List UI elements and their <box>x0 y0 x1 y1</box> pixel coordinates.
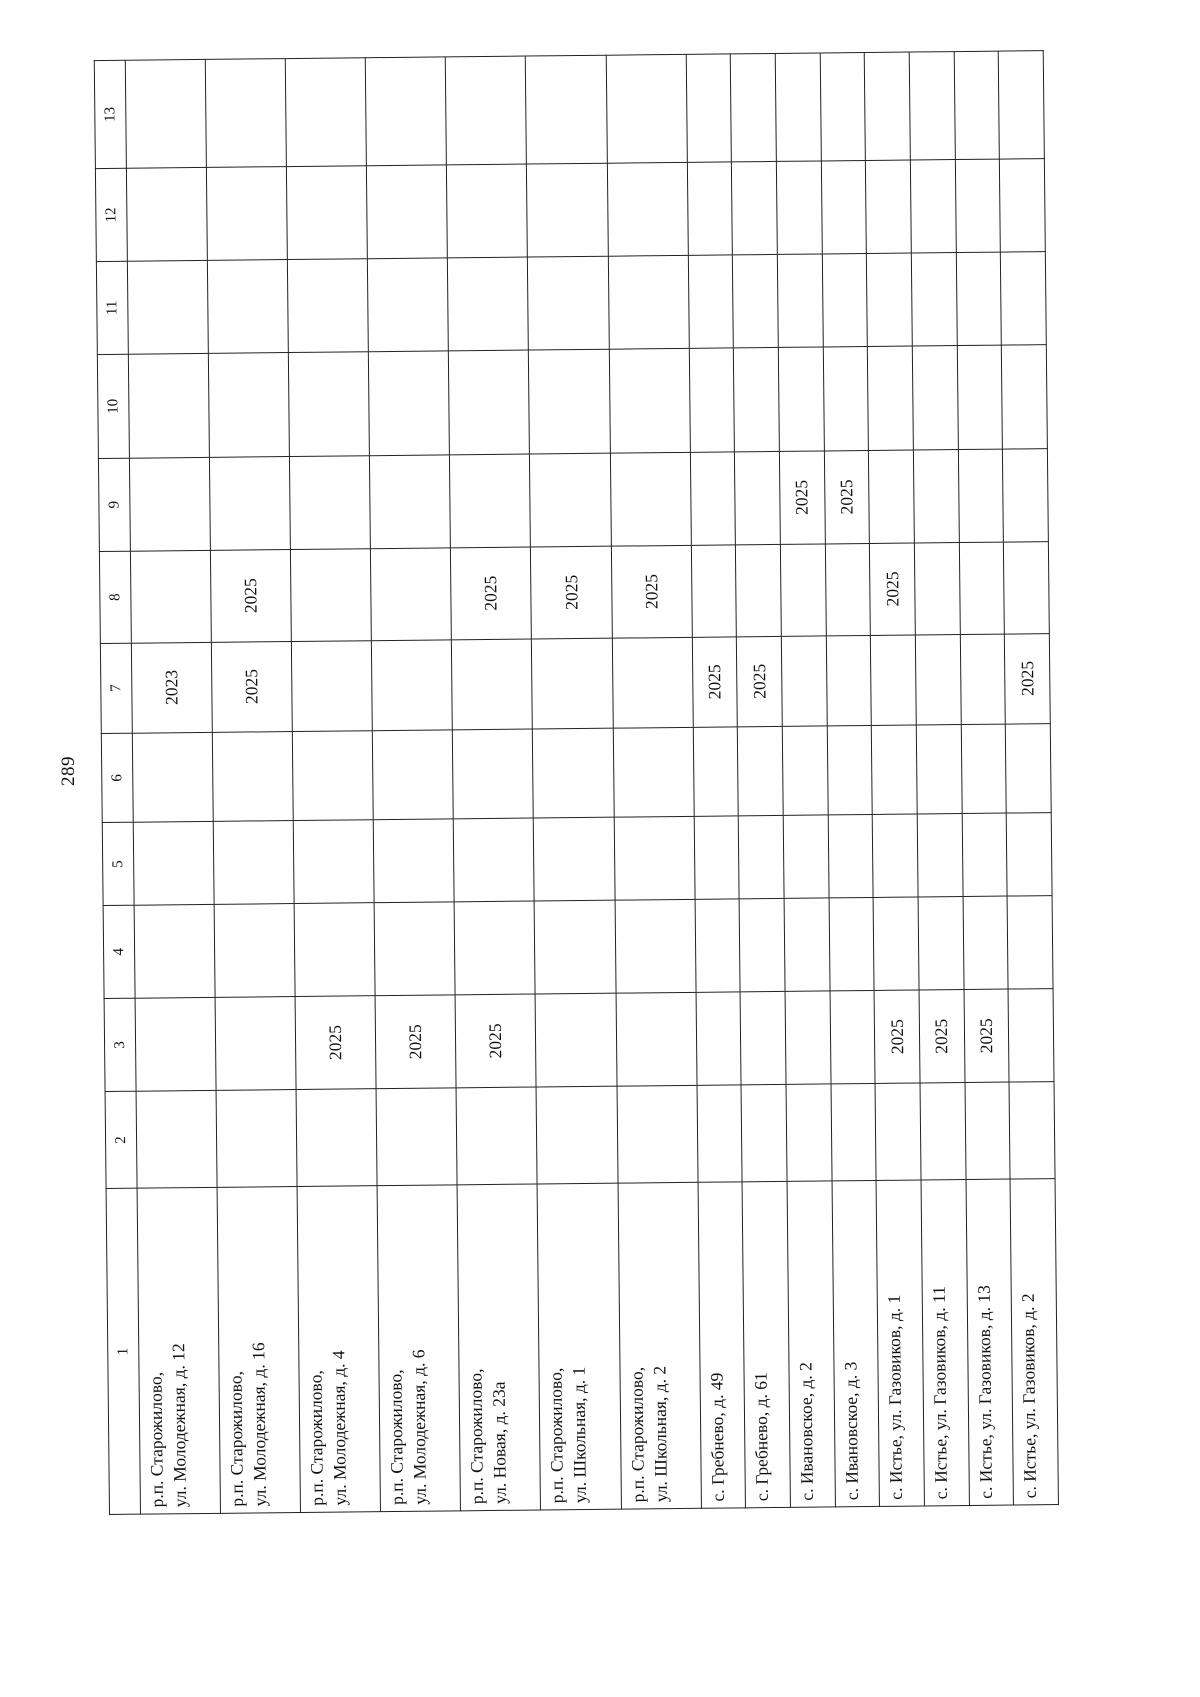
year-cell <box>207 260 288 354</box>
year-cell <box>208 353 289 457</box>
year-cell <box>875 1083 921 1181</box>
year-cell <box>741 1084 787 1182</box>
year-cell <box>911 253 957 347</box>
year-cell <box>786 1084 832 1182</box>
year-cell <box>615 899 696 993</box>
address-cell: р.п. Старожилово, ул. Молодежная, д. 6 <box>377 1185 460 1512</box>
year-cell <box>453 729 534 820</box>
year-cell <box>293 820 374 903</box>
table-body <box>125 51 1058 1515</box>
year-cell <box>135 997 216 1091</box>
year-cell <box>446 56 527 165</box>
year-cell <box>612 637 693 728</box>
year-cell <box>367 165 448 259</box>
year-cell <box>374 902 455 996</box>
column-header-10: 10 <box>97 354 129 458</box>
year-cell <box>739 816 785 899</box>
year-cell <box>777 254 823 348</box>
year-cell <box>825 543 871 635</box>
year-cell <box>454 818 535 901</box>
year-cell <box>738 726 784 816</box>
year-cell <box>828 815 874 898</box>
page-number: 289 <box>58 756 79 786</box>
year-cell <box>872 814 918 897</box>
year-cell <box>689 348 735 452</box>
year-cell <box>294 903 375 997</box>
year-cell <box>288 259 369 353</box>
year-cell <box>955 159 1001 253</box>
year-cell <box>290 455 371 549</box>
year-cell <box>868 346 914 450</box>
year-cell <box>134 904 215 998</box>
year-cell <box>998 51 1044 159</box>
year-cell <box>958 449 1004 543</box>
address-cell: р.п. Старожилово, ул. Молодежная, д. 16 <box>217 1187 300 1514</box>
year-cell <box>733 254 779 348</box>
year-cell: 2025 <box>531 546 612 639</box>
year-cell <box>206 167 287 261</box>
year-cell: 2025 <box>737 636 783 726</box>
year-cell <box>532 638 613 729</box>
year-cell: 2025 <box>874 990 920 1084</box>
year-cell <box>775 53 821 161</box>
year-cell <box>610 452 691 546</box>
year-cell <box>536 993 617 1087</box>
year-cell: 2025 <box>870 543 916 635</box>
year-cell <box>781 636 827 726</box>
year-cell <box>873 897 919 991</box>
year-cell <box>454 901 535 995</box>
year-cell <box>780 544 826 636</box>
year-cell <box>1009 1082 1055 1180</box>
year-cell <box>533 728 614 819</box>
year-cell <box>954 51 1000 159</box>
address-cell: р.п. Старожилово, ул. Школьная, д. 1 <box>538 1183 621 1510</box>
year-cell <box>1004 541 1050 633</box>
year-cell <box>872 725 918 815</box>
year-cell <box>735 451 781 545</box>
year-cell <box>962 814 1008 897</box>
year-cell <box>291 548 372 641</box>
year-cell <box>529 349 610 453</box>
address-cell: с. Истье, ул. Газовиков, д. 2 <box>1010 1179 1058 1505</box>
year-cell <box>366 57 447 166</box>
year-cell <box>376 1088 457 1186</box>
year-cell <box>696 992 742 1086</box>
year-cell <box>918 896 964 990</box>
year-cell <box>829 897 875 991</box>
year-cell <box>1003 448 1049 542</box>
year-cell <box>917 814 963 897</box>
year-cell <box>785 991 831 1085</box>
year-cell <box>912 346 958 450</box>
year-cell <box>866 160 912 254</box>
year-cell <box>732 161 778 255</box>
year-cell <box>1001 252 1047 346</box>
address-cell: с. Истье, ул. Газовиков, д. 13 <box>966 1179 1014 1505</box>
year-cell <box>871 635 917 725</box>
year-cell <box>606 54 687 163</box>
table-row <box>606 54 701 1509</box>
column-header-5: 5 <box>102 823 134 906</box>
column-header-12: 12 <box>95 168 127 261</box>
year-cell <box>212 731 293 822</box>
year-cell <box>296 1089 377 1187</box>
year-cell <box>528 256 609 350</box>
table-row <box>366 57 461 1512</box>
column-header-13: 13 <box>94 60 126 168</box>
year-cell: 2025 <box>611 545 692 638</box>
year-cell <box>368 258 449 352</box>
year-cell <box>534 818 615 901</box>
year-cell <box>686 54 732 162</box>
year-cell <box>697 1085 743 1183</box>
column-header-3: 3 <box>104 998 136 1091</box>
year-cell <box>285 58 366 167</box>
year-cell: 2025 <box>1005 633 1051 723</box>
address-cell: с. Гребнево, д. 49 <box>698 1182 746 1508</box>
year-cell <box>740 991 786 1085</box>
year-cell <box>776 161 822 255</box>
year-cell <box>961 724 1007 814</box>
schedule-table <box>94 50 1059 1515</box>
address-cell: р.п. Старожилово, ул. Молодежная, д. 12 <box>137 1188 220 1515</box>
year-cell <box>537 1086 618 1184</box>
year-cell <box>527 163 608 257</box>
year-cell <box>125 59 206 168</box>
year-cell <box>1007 896 1053 990</box>
year-cell: 2025 <box>824 450 870 544</box>
column-header-4: 4 <box>103 905 135 998</box>
table-row <box>205 59 300 1514</box>
year-cell: 2025 <box>779 451 825 545</box>
year-cell <box>607 162 688 256</box>
year-cell <box>956 252 1002 346</box>
year-cell <box>965 1082 1011 1180</box>
year-cell <box>136 1090 217 1188</box>
column-header-8: 8 <box>99 551 131 643</box>
year-cell <box>693 726 739 816</box>
year-cell: 2025 <box>451 547 532 640</box>
year-cell <box>691 545 737 637</box>
address-cell: р.п. Старожилово, ул. Новая, д. 23а <box>457 1184 540 1511</box>
year-cell: 2025 <box>964 989 1010 1083</box>
year-cell <box>826 635 872 725</box>
year-cell <box>617 1085 698 1183</box>
year-cell <box>456 1087 537 1185</box>
address-cell: с. Истье, ул. Газовиков, д. 11 <box>921 1180 969 1506</box>
year-cell <box>959 542 1005 634</box>
year-cell <box>1006 723 1052 813</box>
table-row <box>285 58 380 1513</box>
year-cell <box>608 255 689 349</box>
year-cell <box>447 164 528 258</box>
year-cell <box>127 260 208 354</box>
year-cell <box>132 732 213 823</box>
column-header-9: 9 <box>98 458 130 551</box>
year-cell <box>613 727 694 818</box>
year-cell <box>616 992 697 1086</box>
year-cell <box>1008 989 1054 1083</box>
year-cell <box>373 729 454 820</box>
year-cell <box>831 1083 877 1181</box>
year-cell <box>690 452 736 546</box>
year-cell <box>963 896 1009 990</box>
column-header-1: 1 <box>106 1189 140 1515</box>
year-cell <box>130 550 211 643</box>
year-cell <box>869 450 915 544</box>
year-cell <box>609 348 690 452</box>
year-cell <box>205 59 286 168</box>
year-cell <box>783 815 829 898</box>
year-cell <box>867 253 913 347</box>
year-cell <box>830 990 876 1084</box>
year-cell <box>1002 345 1048 449</box>
year-cell <box>739 898 785 992</box>
year-cell: 2023 <box>131 642 212 733</box>
year-cell <box>960 634 1006 724</box>
year-cell <box>920 1083 966 1181</box>
address-cell: с. Гребнево, д. 61 <box>742 1182 790 1508</box>
column-header-2: 2 <box>105 1091 137 1189</box>
year-cell <box>778 347 824 451</box>
year-cell <box>216 1090 297 1188</box>
year-cell <box>614 817 695 900</box>
year-cell: 2025 <box>692 637 738 727</box>
address-cell: с. Ивановское, д. 2 <box>787 1181 835 1507</box>
year-cell <box>1006 813 1052 896</box>
year-cell: 2025 <box>919 990 965 1084</box>
year-cell <box>370 455 451 549</box>
year-cell <box>292 640 373 731</box>
year-cell <box>736 544 782 636</box>
year-cell <box>910 160 956 254</box>
year-cell: 2025 <box>455 994 536 1088</box>
year-cell <box>448 257 529 351</box>
year-cell: 2025 <box>210 549 291 642</box>
column-header-6: 6 <box>101 733 133 823</box>
year-cell <box>695 899 741 993</box>
year-cell <box>827 725 873 815</box>
year-cell <box>526 55 607 164</box>
year-cell <box>915 634 961 724</box>
year-cell <box>371 548 452 641</box>
year-cell <box>821 160 867 254</box>
year-cell <box>865 52 911 160</box>
year-cell: 2025 <box>295 996 376 1090</box>
year-cell <box>782 726 828 816</box>
year-cell <box>133 822 214 905</box>
year-cell <box>452 639 533 730</box>
year-cell <box>369 351 450 455</box>
table-row <box>125 59 220 1514</box>
schedule-table-container <box>94 50 1059 1515</box>
year-cell <box>916 724 962 814</box>
year-cell <box>535 900 616 994</box>
year-cell <box>289 352 370 456</box>
year-cell <box>530 453 611 547</box>
year-cell <box>292 730 373 821</box>
address-cell: р.п. Старожилово, ул. Молодежная, д. 4 <box>297 1186 380 1513</box>
year-cell <box>372 640 453 731</box>
year-cell <box>957 345 1003 449</box>
year-cell <box>1000 159 1046 253</box>
year-cell <box>215 997 296 1091</box>
table-row <box>446 56 541 1511</box>
year-cell <box>374 819 455 902</box>
year-cell <box>822 254 868 348</box>
column-header-7: 7 <box>100 643 132 733</box>
year-cell <box>449 350 530 454</box>
year-cell <box>214 903 295 997</box>
year-cell <box>688 255 734 349</box>
address-cell: р.п. Старожилово, ул. Школьная, д. 2 <box>618 1183 701 1510</box>
year-cell <box>784 898 830 992</box>
year-cell <box>734 347 780 451</box>
year-cell: 2025 <box>375 995 456 1089</box>
year-cell <box>820 53 866 161</box>
year-cell <box>287 166 368 260</box>
year-cell <box>909 52 955 160</box>
year-cell <box>210 456 291 550</box>
year-cell <box>687 162 733 256</box>
year-cell <box>731 53 777 161</box>
year-cell <box>914 542 960 634</box>
table-row <box>526 55 621 1510</box>
year-cell <box>213 821 294 904</box>
year-cell <box>913 449 959 543</box>
year-cell <box>128 353 209 457</box>
year-cell <box>450 454 531 548</box>
year-cell <box>694 816 740 899</box>
column-header-11: 11 <box>96 261 128 354</box>
address-cell: с. Ивановское, д. 3 <box>832 1181 880 1507</box>
year-cell <box>823 347 869 451</box>
year-cell <box>129 457 210 551</box>
address-cell: с. Истье, ул. Газовиков, д. 1 <box>876 1180 924 1506</box>
year-cell <box>126 167 207 261</box>
year-cell: 2025 <box>211 641 292 732</box>
